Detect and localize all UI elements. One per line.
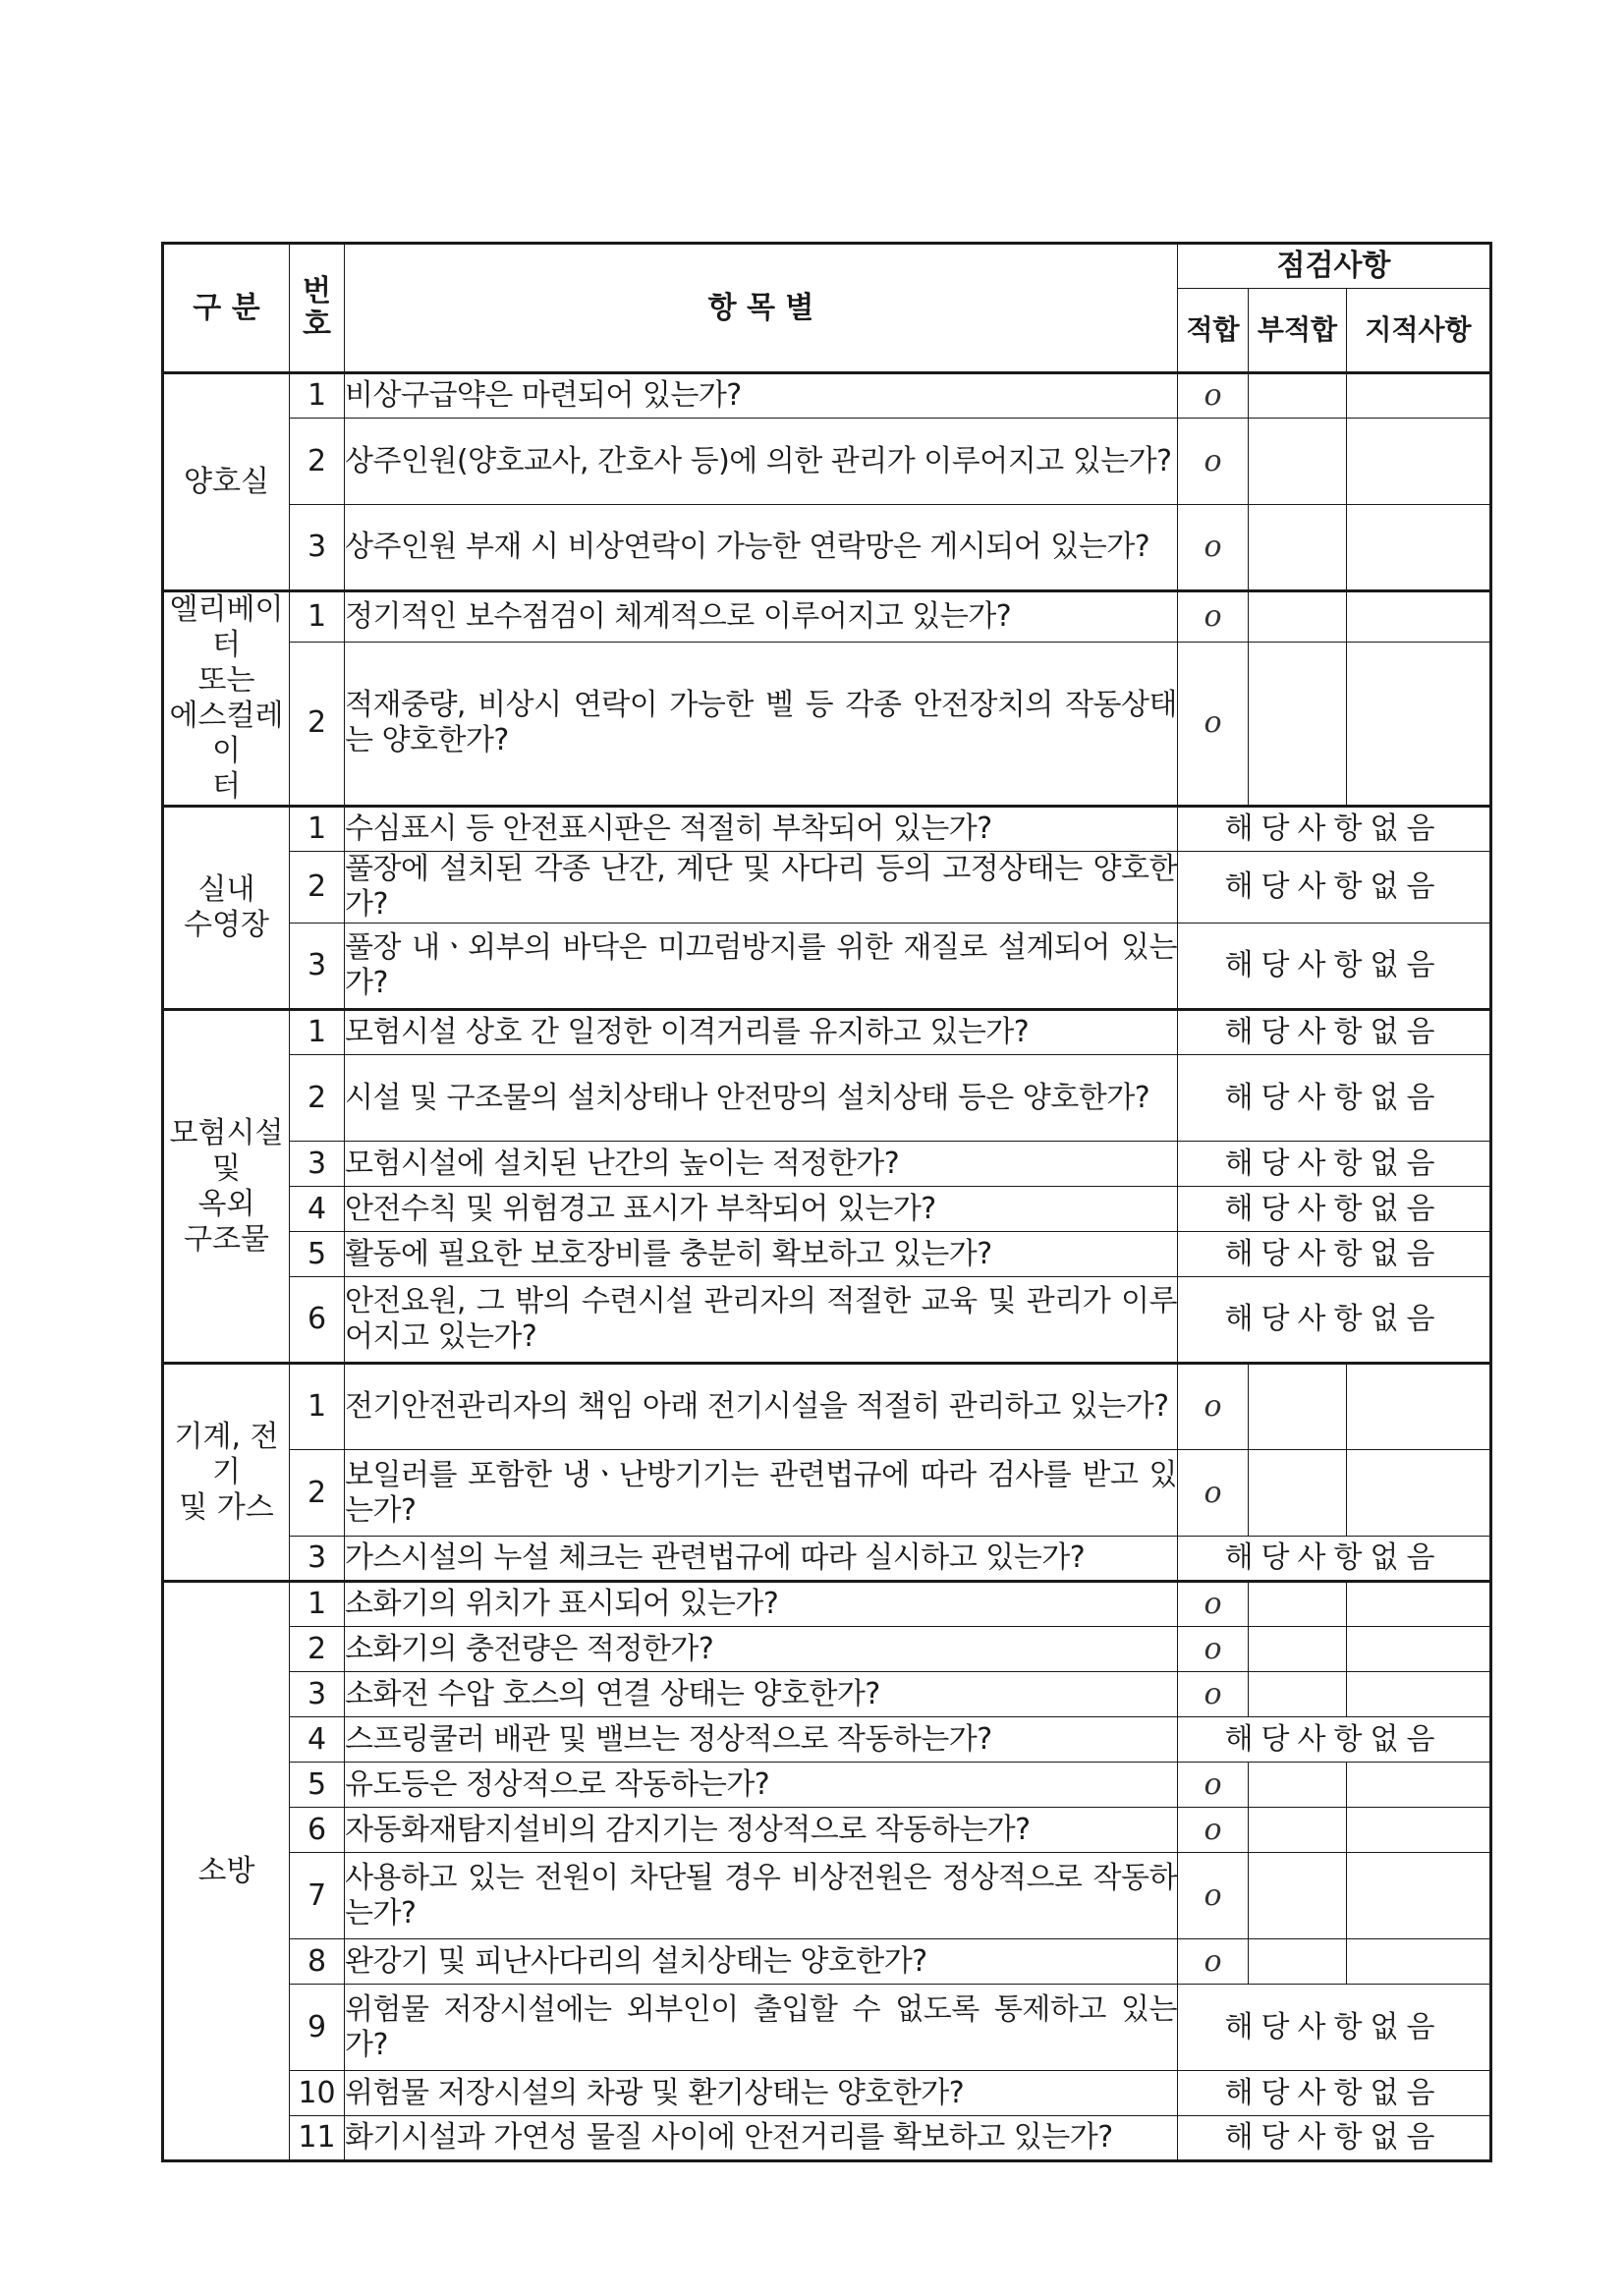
table-row bbox=[163, 1450, 1491, 1537]
item-question: 위험물 저장시설의 차광 및 환기상태는 양호한가? bbox=[345, 2071, 1178, 2116]
category-label: 엘리베이 bbox=[169, 592, 284, 627]
category-cell bbox=[163, 1010, 290, 1364]
item-question: 상주인원(양호교사, 간호사 등)에 의한 관리가 이루어지고 있는가? bbox=[345, 419, 1178, 505]
item-question: 모험시설에 설치된 난간의 높이는 적정한가? bbox=[345, 1142, 1178, 1187]
remark-cell bbox=[1347, 1364, 1491, 1450]
item-question: 적재중량, 비상시 연락이 가능한 벨 등 각종 안전장치의 작동상태는 양호한가? bbox=[345, 642, 1178, 806]
category-label: 에스컬레이 bbox=[169, 699, 284, 768]
item-question: 정기적인 보수점검이 체계적으로 이루어지고 있는가? bbox=[345, 591, 1178, 643]
item-number: 3 bbox=[290, 505, 345, 591]
table-row bbox=[163, 1717, 1491, 1763]
item-question: 소화기의 위치가 표시되어 있는가? bbox=[345, 1582, 1178, 1627]
not-applicable-cell: 해당사항없음 bbox=[1178, 1537, 1491, 1582]
item-number: 1 bbox=[290, 1010, 345, 1055]
table-row bbox=[163, 1537, 1491, 1582]
remark-cell bbox=[1347, 1939, 1491, 1985]
table-row bbox=[163, 1055, 1491, 1142]
item-number: 3 bbox=[290, 1672, 345, 1717]
header-remark: 지적사항 bbox=[1347, 289, 1491, 373]
category-group bbox=[163, 1010, 1491, 1364]
unfit-cell bbox=[1249, 505, 1347, 591]
item-number: 6 bbox=[290, 1808, 345, 1853]
table-row bbox=[163, 924, 1491, 1010]
item-number: 4 bbox=[290, 1187, 345, 1232]
header-number-text: 번호 bbox=[303, 273, 331, 342]
remark-cell bbox=[1347, 505, 1491, 591]
table-row bbox=[163, 1582, 1491, 1627]
category-group bbox=[163, 1582, 1491, 2161]
item-question: 화기시설과 가연성 물질 사이에 안전거리를 확보하고 있는가? bbox=[345, 2116, 1178, 2161]
category-label: 소방 bbox=[197, 1853, 255, 1888]
not-applicable-cell: 해당사항없음 bbox=[1178, 2071, 1491, 2116]
table-row bbox=[163, 1142, 1491, 1187]
item-question: 풀장 내ㆍ외부의 바닥은 미끄럼방지를 위한 재질로 설계되어 있는가? bbox=[345, 924, 1178, 1010]
header-unfit: 부적합 bbox=[1249, 289, 1347, 373]
table-row bbox=[163, 505, 1491, 591]
item-number: 1 bbox=[290, 1364, 345, 1450]
category-label: 옥외 bbox=[197, 1186, 255, 1221]
category-label: 수영장 bbox=[184, 908, 269, 942]
fit-mark: o bbox=[1178, 591, 1249, 643]
item-question: 시설 및 구조물의 설치상태나 안전망의 설치상태 등은 양호한가? bbox=[345, 1055, 1178, 1142]
table-row bbox=[163, 591, 1491, 643]
remark-cell bbox=[1347, 1450, 1491, 1537]
unfit-cell bbox=[1249, 591, 1347, 643]
item-number: 3 bbox=[290, 924, 345, 1010]
table-row bbox=[163, 1364, 1491, 1450]
fit-mark: o bbox=[1178, 1582, 1249, 1627]
fit-mark: o bbox=[1178, 642, 1249, 806]
table-row bbox=[163, 373, 1491, 419]
item-question: 자동화재탐지설비의 감지기는 정상적으로 작동하는가? bbox=[345, 1808, 1178, 1853]
item-number: 5 bbox=[290, 1763, 345, 1808]
unfit-cell bbox=[1249, 373, 1347, 419]
item-number: 2 bbox=[290, 852, 345, 924]
item-number: 9 bbox=[290, 1985, 345, 2071]
table-row bbox=[163, 1985, 1491, 2071]
fit-mark: o bbox=[1178, 419, 1249, 505]
item-number: 2 bbox=[290, 642, 345, 806]
category-group bbox=[163, 373, 1491, 591]
item-question: 활동에 필요한 보호장비를 충분히 확보하고 있는가? bbox=[345, 1232, 1178, 1277]
not-applicable-cell: 해당사항없음 bbox=[1178, 852, 1491, 924]
item-question: 풀장에 설치된 각종 난간, 계단 및 사다리 등의 고정상태는 양호한가? bbox=[345, 852, 1177, 922]
category-label: 양호실 bbox=[184, 464, 269, 499]
remark-cell bbox=[1347, 1853, 1491, 1939]
item-question: 보일러를 포함한 냉ㆍ난방기기는 관련법규에 따라 검사를 받고 있는가? bbox=[345, 1450, 1178, 1537]
header-category: 구 분 bbox=[163, 244, 290, 373]
not-applicable-cell: 해당사항없음 bbox=[1178, 1142, 1491, 1187]
remark-cell bbox=[1347, 642, 1491, 806]
item-number: 1 bbox=[290, 807, 345, 852]
fit-mark: o bbox=[1178, 1627, 1249, 1672]
not-applicable-cell: 해당사항없음 bbox=[1178, 1232, 1491, 1277]
item-number: 7 bbox=[290, 1853, 345, 1939]
item-question: 소화전 수압 호스의 연결 상태는 양호한가? bbox=[345, 1672, 1178, 1717]
item-number: 1 bbox=[290, 373, 345, 419]
item-number: 8 bbox=[290, 1939, 345, 1985]
category-cell bbox=[163, 591, 290, 807]
remark-cell bbox=[1347, 1582, 1491, 1627]
item-number: 6 bbox=[290, 1277, 345, 1364]
table-row bbox=[163, 1627, 1491, 1672]
fit-mark: o bbox=[1178, 1364, 1249, 1450]
fit-mark: o bbox=[1178, 1853, 1249, 1939]
item-question: 위험물 저장시설에는 외부인이 출입할 수 없도록 통제하고 있는가? bbox=[345, 1985, 1178, 2071]
remark-cell bbox=[1347, 1672, 1491, 1717]
item-question: 완강기 및 피난사다리의 설치상태는 양호한가? bbox=[345, 1939, 1178, 1985]
remark-cell bbox=[1347, 591, 1491, 643]
item-question: 모험시설 상호 간 일정한 이격거리를 유지하고 있는가? bbox=[345, 1010, 1178, 1055]
table-row bbox=[163, 1010, 1491, 1055]
safety-checklist-table bbox=[161, 242, 1492, 2162]
category-cell bbox=[163, 807, 290, 1010]
table-row bbox=[163, 2116, 1491, 2161]
not-applicable-cell: 해당사항없음 bbox=[1178, 1717, 1491, 1763]
item-number: 10 bbox=[290, 2071, 345, 2116]
not-applicable-cell: 해당사항없음 bbox=[1178, 807, 1491, 852]
unfit-cell bbox=[1249, 1450, 1347, 1537]
category-cell bbox=[163, 373, 290, 591]
unfit-cell bbox=[1249, 1763, 1347, 1808]
category-label: 실내 bbox=[197, 872, 255, 907]
not-applicable-cell: 해당사항없음 bbox=[1178, 924, 1491, 1010]
header-fit: 적합 bbox=[1178, 289, 1249, 373]
not-applicable-cell: 해당사항없음 bbox=[1178, 1277, 1491, 1364]
category-label: 구조물 bbox=[184, 1221, 269, 1257]
fit-mark: o bbox=[1178, 373, 1249, 419]
unfit-cell bbox=[1249, 1853, 1347, 1939]
header-check: 점검사항 bbox=[1178, 244, 1491, 289]
category-group bbox=[163, 591, 1491, 807]
item-question: 사용하고 있는 전원이 차단될 경우 비상전원은 정상적으로 작동하는가? bbox=[345, 1853, 1178, 1939]
item-question: 소화기의 충전량은 적정한가? bbox=[345, 1627, 1178, 1672]
table-row bbox=[163, 1277, 1491, 1364]
category-label: 및 가스 bbox=[179, 1489, 274, 1525]
not-applicable-cell: 해당사항없음 bbox=[1178, 1055, 1491, 1142]
category-cell bbox=[163, 1582, 290, 2161]
item-number: 1 bbox=[290, 1582, 345, 1627]
item-number: 2 bbox=[290, 1055, 345, 1142]
item-question: 수심표시 등 안전표시판은 적절히 부착되어 있는가? bbox=[345, 807, 1178, 852]
remark-cell bbox=[1347, 373, 1491, 419]
item-question: 유도등은 정상적으로 작동하는가? bbox=[345, 1763, 1178, 1808]
unfit-cell bbox=[1249, 1808, 1347, 1853]
item-number: 5 bbox=[290, 1232, 345, 1277]
unfit-cell bbox=[1249, 1627, 1347, 1672]
category-label: 및 bbox=[212, 1150, 241, 1186]
item-question: 안전요원, 그 밖의 수련시설 관리자의 적절한 교육 및 관리가 이루어지고 있는가? bbox=[345, 1277, 1178, 1364]
table-row bbox=[163, 419, 1491, 505]
table-row bbox=[163, 1808, 1491, 1853]
table-row bbox=[163, 1672, 1491, 1717]
table-row bbox=[163, 642, 1491, 806]
table-row bbox=[163, 852, 1491, 924]
table-row bbox=[163, 1939, 1491, 1985]
category-label: 모험시설 bbox=[169, 1115, 284, 1150]
unfit-cell bbox=[1249, 1672, 1347, 1717]
item-number: 1 bbox=[290, 591, 345, 643]
unfit-cell bbox=[1249, 419, 1347, 505]
remark-cell bbox=[1347, 1808, 1491, 1853]
category-group bbox=[163, 1364, 1491, 1582]
category-group bbox=[163, 807, 1491, 1010]
header-number bbox=[290, 244, 345, 373]
item-question: 가스시설의 누설 체크는 관련법규에 따라 실시하고 있는가? bbox=[345, 1537, 1178, 1582]
unfit-cell bbox=[1249, 1364, 1347, 1450]
not-applicable-cell: 해당사항없음 bbox=[1178, 1187, 1491, 1232]
unfit-cell bbox=[1249, 642, 1347, 806]
fit-mark: o bbox=[1178, 1672, 1249, 1717]
item-number: 4 bbox=[290, 1717, 345, 1763]
remark-cell bbox=[1347, 1627, 1491, 1672]
not-applicable-cell: 해당사항없음 bbox=[1178, 1985, 1491, 2071]
item-number: 11 bbox=[290, 2116, 345, 2161]
remark-cell bbox=[1347, 1763, 1491, 1808]
item-number: 3 bbox=[290, 1142, 345, 1187]
fit-mark: o bbox=[1178, 505, 1249, 591]
not-applicable-cell: 해당사항없음 bbox=[1178, 1010, 1491, 1055]
not-applicable-cell: 해당사항없음 bbox=[1178, 2116, 1491, 2161]
unfit-cell bbox=[1249, 1582, 1347, 1627]
table-row bbox=[163, 1187, 1491, 1232]
category-label: 기 bbox=[212, 1454, 241, 1489]
table-row bbox=[163, 1232, 1491, 1277]
header-item: 항 목 별 bbox=[345, 244, 1178, 373]
unfit-cell bbox=[1249, 1939, 1347, 1985]
item-question: 스프링쿨러 배관 및 밸브는 정상적으로 작동하는가? bbox=[345, 1717, 1178, 1763]
table-row bbox=[163, 807, 1491, 852]
fit-mark: o bbox=[1178, 1450, 1249, 1537]
item-question: 전기안전관리자의 책임 아래 전기시설을 적절히 관리하고 있는가? bbox=[345, 1364, 1178, 1450]
category-label: 기계, 전 bbox=[174, 1419, 279, 1454]
item-number: 2 bbox=[290, 419, 345, 505]
fit-mark: o bbox=[1178, 1808, 1249, 1853]
category-label: 또는 bbox=[197, 663, 255, 698]
category-label: 터 bbox=[212, 769, 241, 804]
table-row bbox=[163, 1763, 1491, 1808]
item-number: 3 bbox=[290, 1537, 345, 1582]
table-row bbox=[163, 1853, 1491, 1939]
item-question: 안전수칙 및 위험경고 표시가 부착되어 있는가? bbox=[345, 1187, 1178, 1232]
item-number: 2 bbox=[290, 1627, 345, 1672]
item-number: 2 bbox=[290, 1450, 345, 1537]
fit-mark: o bbox=[1178, 1939, 1249, 1985]
category-cell bbox=[163, 1364, 290, 1582]
remark-cell bbox=[1347, 419, 1491, 505]
table-header bbox=[163, 244, 1491, 373]
item-question: 비상구급약은 마련되어 있는가? bbox=[345, 373, 1178, 419]
fit-mark: o bbox=[1178, 1763, 1249, 1808]
category-label: 터 bbox=[212, 628, 241, 662]
item-question: 상주인원 부재 시 비상연락이 가능한 연락망은 게시되어 있는가? bbox=[345, 505, 1178, 591]
table-row bbox=[163, 2071, 1491, 2116]
